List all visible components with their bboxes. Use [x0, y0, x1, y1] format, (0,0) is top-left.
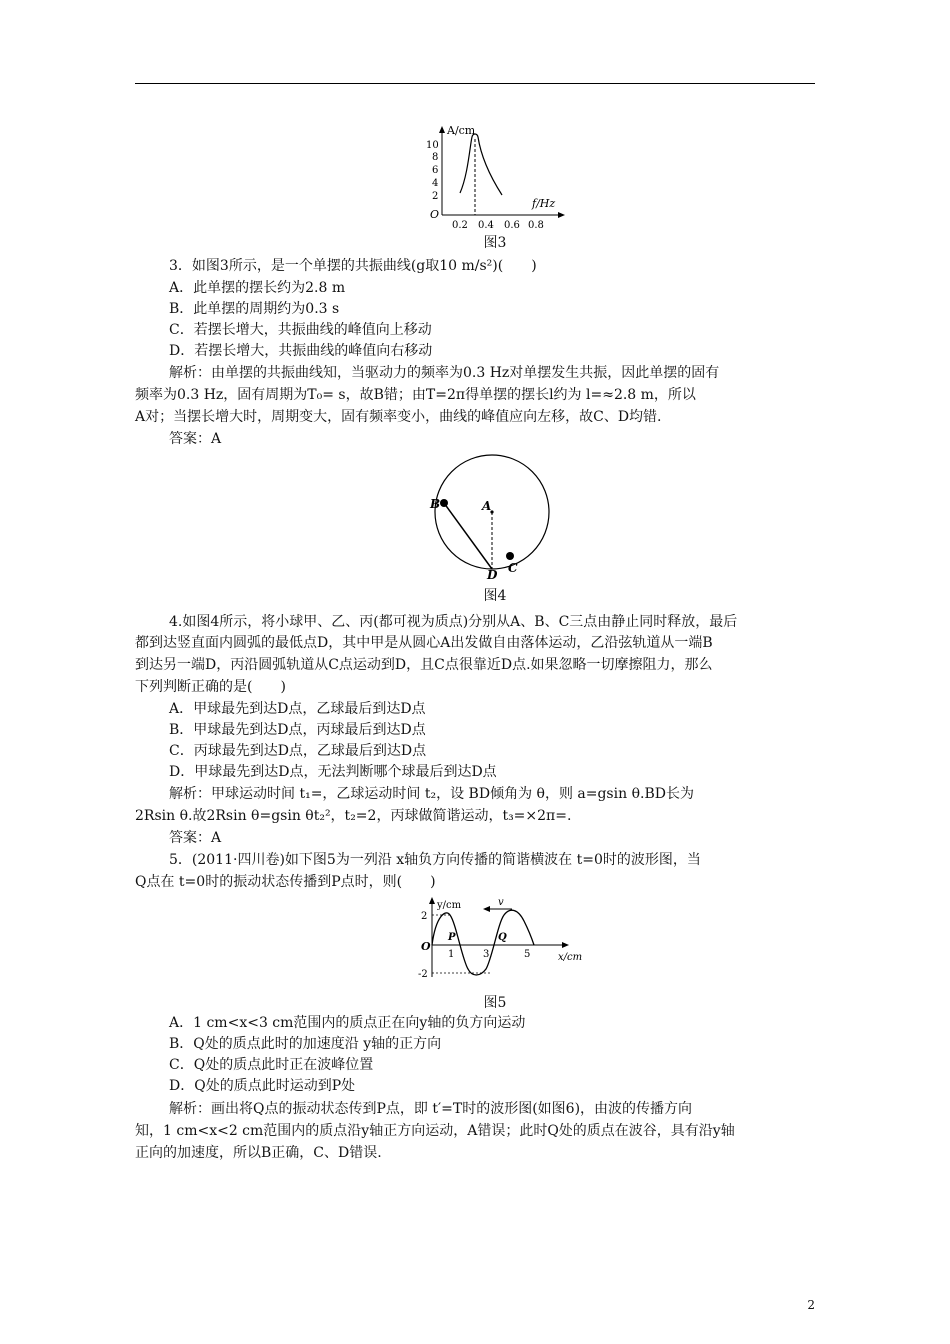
fig5-xtick: 3	[483, 949, 490, 960]
fig3-ytick: 6	[432, 165, 439, 176]
page-number: 2	[807, 1298, 815, 1312]
figure-3-caption: 图3	[483, 235, 507, 251]
q4-stem-line: 都到达竖直面内圆弧的最低点D，其中甲是从圆心A出发做自由落体运动，乙沿弦轨道从一端B	[135, 635, 713, 651]
q4-analysis-line: 解析：甲球运动时间 t₁=，乙球运动时间 t₂，设 BD倾角为 θ，则 a=gsin θ.BD长为	[169, 786, 694, 802]
q4-option-b: B．甲球最先到达D点，丙球最后到达D点	[169, 722, 426, 738]
fig4-label-b: B	[430, 497, 441, 511]
q4-stem-line: 到达另一端D，丙沿圆弧轨道从C点运动到D，且C点很靠近D点.如果忽略一切摩擦阻力，那么	[135, 657, 713, 673]
fig5-xtick: 1	[448, 949, 455, 960]
q5-option-d: D．Q处的质点此时运动到P处	[169, 1078, 356, 1094]
fig3-xtick: 0.2	[452, 220, 468, 231]
q3-option-d: D．若摆长增大，共振曲线的峰值向右移动	[169, 343, 433, 359]
fig4-ball-b	[440, 499, 448, 507]
fig3-ytick: 8	[432, 152, 439, 163]
fig3-ylabel: A/cm	[447, 124, 476, 137]
fig4-label-c: C	[508, 561, 518, 575]
q5-option-c: C．Q处的质点此时正在波峰位置	[169, 1057, 374, 1073]
fig3-origin: O	[430, 208, 440, 221]
q3-analysis-line: 解析：由单摆的共振曲线知，当驱动力的频率为0.3 Hz对单摆发生共振，因此单摆的固有	[169, 365, 720, 381]
q5-stem-line: 5．(2011·四川卷)如下图5为一列沿 x轴负方向传播的简谐横波在 t=0时的波形图，当	[169, 852, 701, 868]
fig5-xlabel: x/cm	[558, 952, 583, 963]
q3-analysis-line: 频率为0.3 Hz，固有周期为T₀= s，故B错；由T=2π得单摆的摆长l约为 l=≈2.8 m，所以	[135, 387, 696, 403]
figure-3-resonance-curve	[420, 124, 570, 231]
q4-analysis-line: 2Rsin θ.故2Rsin θ=gsin θt₂²，t₂=2，丙球做简谐运动，t₃=×2π=.	[135, 808, 572, 824]
fig4-label-a: A	[482, 499, 492, 513]
q5-stem-line: Q点在 t=0时的振动状态传播到P点时，则( )	[135, 874, 436, 890]
header-rule	[135, 83, 815, 84]
fig5-ylabel: y/cm	[437, 900, 462, 911]
fig5-velocity-label: v	[498, 897, 504, 908]
fig5-origin: O	[421, 940, 431, 953]
q5-option-b: B．Q处的质点此时的加速度沿 y轴的正方向	[169, 1036, 442, 1052]
q4-stem-line: 4.如图4所示，将小球甲、乙、丙(都可视为质点)分别从A、B、C三点由静止同时释放，最后	[169, 614, 738, 630]
figure-5-caption: 图5	[483, 995, 507, 1011]
q5-option-a: A．1 cm<x<3 cm范围内的质点正在向y轴的负方向运动	[169, 1015, 526, 1031]
fig4-label-d: D	[487, 568, 498, 582]
q4-stem-line: 下列判断正确的是( )	[135, 679, 286, 695]
q3-option-c: C．若摆长增大，共振曲线的峰值向上移动	[169, 322, 432, 338]
q4-option-c: C．丙球最先到达D点，乙球最后到达D点	[169, 743, 427, 759]
fig3-ytick: 2	[432, 191, 439, 202]
q5-analysis-line: 解析：画出将Q点的振动状态传到P点，即 t′=T时的波形图(如图6)，由波的传播方向	[169, 1101, 693, 1117]
fig5-ytick: 2	[421, 911, 428, 922]
q4-option-d: D．甲球最先到达D点，无法判断哪个球最后到达D点	[169, 764, 497, 780]
figure-5-wave	[410, 895, 583, 985]
fig3-xtick: 0.8	[528, 220, 544, 231]
fig4-ball-c	[506, 552, 514, 560]
q4-option-a: A．甲球最先到达D点，乙球最后到达D点	[169, 701, 426, 717]
fig3-xtick: 0.4	[478, 220, 494, 231]
fig3-ytick: 10	[426, 140, 439, 151]
q3-analysis-line: A对；当摆长增大时，周期变大，固有频率变小，曲线的峰值应向左移，故C、D均错.	[135, 409, 662, 425]
fig5-ytick: -2	[418, 969, 428, 980]
q3-option-b: B．此单摆的周期约为0.3 s	[169, 301, 340, 317]
q5-analysis-line: 知，1 cm<x<2 cm范围内的质点沿y轴正方向运动，A错误；此时Q处的质点在波谷，具有沿y轴	[135, 1123, 735, 1139]
figure-4-caption: 图4	[483, 588, 507, 604]
fig3-ytick: 4	[432, 178, 439, 189]
q5-analysis-line: 正向的加速度，所以B正确，C、D错误.	[135, 1145, 382, 1161]
q3-answer: 答案：A	[169, 431, 222, 447]
fig3-xlabel: f/Hz	[532, 197, 556, 210]
fig5-point-p: P	[448, 932, 456, 943]
fig3-xtick: 0.6	[504, 220, 520, 231]
q4-answer: 答案：A	[169, 830, 222, 846]
fig5-xtick: 5	[524, 949, 531, 960]
fig5-point-q: Q	[498, 932, 507, 943]
fig3-curve	[460, 134, 502, 195]
figure-4-circle	[420, 450, 560, 580]
q3-option-a: A．此单摆的摆长约为2.8 m	[169, 280, 346, 296]
q3-stem: 3．如图3所示，是一个单摆的共振曲线(g取10 m/s²)( )	[169, 258, 537, 274]
